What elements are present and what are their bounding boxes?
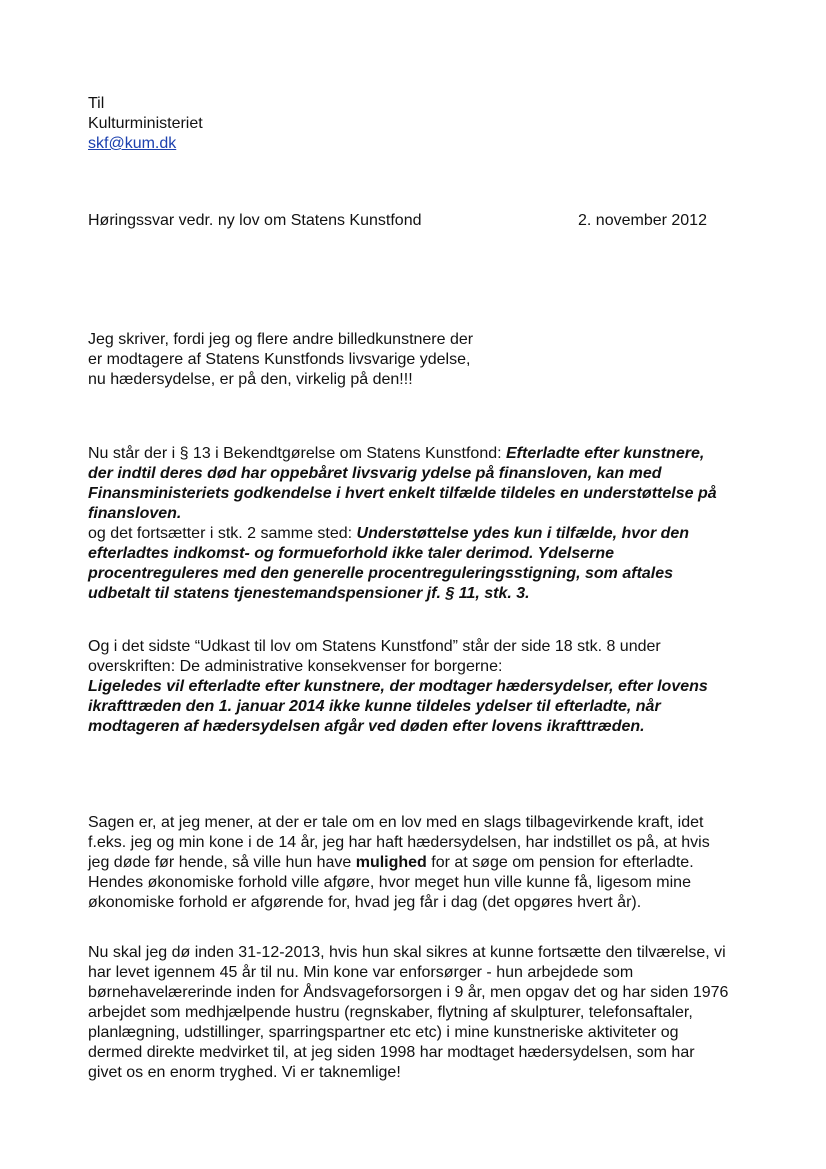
text-line: Jeg skriver, fordi jeg og flere andre billedkunstnere der (88, 331, 474, 348)
address-recipient: Kulturministeriet (88, 115, 203, 132)
quoted-text: udbetalt til statens tjenestemandspensioner jf. § 11, stk. 3. (88, 585, 530, 602)
paragraph-personal-situation (88, 943, 728, 1083)
text-line: Hendes økonomiske forhold ville afgøre, hvor meget hun ville kunne få, ligesom mine (88, 874, 691, 891)
text-line: givet os en enorm tryghed. Vi er taknemlige! (88, 1064, 401, 1081)
text-segment: og det fortsætter i stk. 2 samme sted: (88, 525, 357, 542)
text-line: Og i det sidste “Udkast til lov om Statens Kunstfond” står der side 18 stk. 8 under (88, 638, 661, 655)
letter-date: 2. november 2012 (578, 212, 707, 229)
recipient-email-link[interactable]: skf@kum.dk (88, 135, 177, 152)
quoted-text: efterladtes indkomst- og formueforhold ikke taler derimod. Ydelserne (88, 545, 615, 562)
quoted-text: ikrafttræden den 1. januar 2014 ikke kunne tildeles ydelser til efterladte, når (88, 698, 661, 715)
quoted-text: finansloven. (88, 505, 182, 522)
text-segment: Nu står der i § 13 i Bekendtgørelse om Statens Kunstfond: (88, 445, 506, 462)
text-line: har levet igennem 45 år til nu. Min kone var enforsørger - hun arbejdede som (88, 964, 634, 981)
quoted-text: modtageren af hædersydelsen afgår ved døden efter lovens ikrafttræden. (88, 718, 645, 735)
text-line: er modtagere af Statens Kunstfonds livsvarige ydelse, (88, 351, 471, 368)
quoted-text: der indtil deres død har oppebåret livsvarig ydelse på finansloven, kan med (88, 465, 662, 482)
paragraph-intro (88, 330, 473, 390)
quoted-text: Ligeledes vil efterladte efter kunstnere, der modtager hædersydelser, efter lovens (88, 678, 708, 695)
text-line: dermed direkte medvirket til, at jeg siden 1998 har modtaget hædersydelsen, som har (88, 1044, 695, 1061)
text-line: f.eks. jeg og min kone i de 14 år, jeg har haft hædersydelsen, har indstillet os på, at hvis (88, 834, 710, 851)
text-line: Sagen er, at jeg mener, at der er tale om en lov med en slags tilbagevirkende kraft, idet (88, 814, 704, 831)
address-to: Til (88, 95, 105, 112)
quoted-text: Efterladte efter kunstnere, (506, 445, 705, 462)
paragraph-bekendtgoerelse-quote (88, 444, 717, 604)
paragraph-udkast-quote (88, 637, 708, 737)
emphasized-word: mulighed (355, 854, 427, 871)
text-segment: for at søge om pension for efterladte. (426, 854, 694, 871)
text-line: børnehavelærerinde inden for Åndsvageforsorgen i 9 år, men opgav det og har siden 1976 (88, 984, 729, 1001)
quoted-text: procentreguleres med den generelle procentreguleringsstigning, som aftales (88, 565, 674, 582)
text-line: planlægning, udstillinger, sparringspartner etc etc) i mine kunstneriske aktiviteter og (88, 1024, 679, 1041)
paragraph-argument (88, 813, 710, 913)
text-line: økonomiske forhold er afgørende for, hvad jeg får i dag (det opgøres hvert år). (88, 894, 642, 911)
text-line: Nu skal jeg dø inden 31-12-2013, hvis hun skal sikres at kunne fortsætte den tilværelse, vi (88, 944, 726, 961)
text-line: nu hædersydelse, er på den, virkelig på den!!! (88, 371, 413, 388)
text-segment: jeg døde før hende, så ville hun have (88, 854, 356, 871)
quoted-text: Finansministeriets godkendelse i hvert enkelt tilfælde tildeles en understøttelse på (88, 485, 717, 502)
text-line: overskriften: De administrative konsekvenser for borgerne: (88, 658, 503, 675)
text-line: arbejdet som medhjælpende hustru (regnskaber, flytning af skulpturer, telefonsaftaler, (88, 1004, 693, 1021)
recipient-address (88, 94, 203, 154)
quoted-text: Understøttelse ydes kun i tilfælde, hvor den (356, 525, 690, 542)
subject-line: Høringssvar vedr. ny lov om Statens Kunstfond (88, 212, 422, 229)
